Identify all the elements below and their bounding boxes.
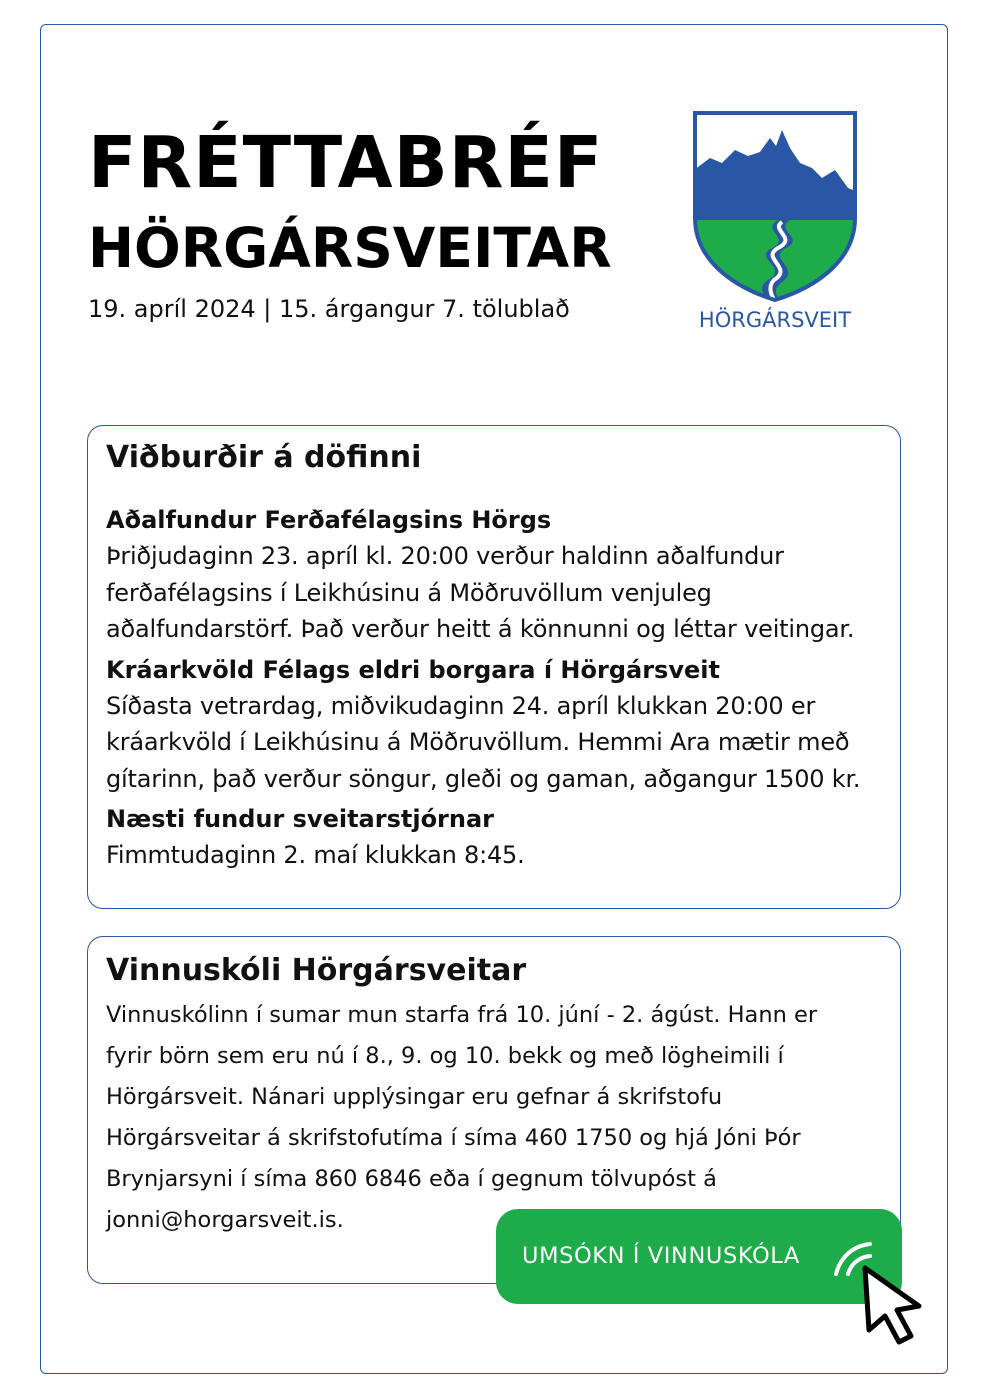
newsletter-title: FRÉTTABRÉF bbox=[88, 121, 604, 204]
event-item bbox=[106, 652, 882, 798]
cursor-pointer-icon bbox=[857, 1262, 927, 1348]
work-school-text: Vinnuskólinn í sumar mun starfa frá 10. júní - 2. ágúst. Hann er fyrir börn sem eru nú í 8., 9. og 10. bekk og með lögheimili í Hörgársveit. Nánari upplýsingar eru gefnar á skrifstofu Hörgársveitar á skrifstofutíma í síma 460 1750 og hjá Jóni Þór Brynjarsyni í síma 860 6846 eða í gegnum tölvupóst á jonni@horgarsveit.is. bbox=[106, 1002, 818, 1233]
events-section bbox=[87, 425, 901, 909]
event-title: Kráarkvöld Félags eldri borgara í Hörgársveit bbox=[106, 655, 720, 684]
event-item bbox=[106, 502, 882, 648]
issue-info: 19. apríl 2024 | 15. árgangur 7. tölublað bbox=[88, 295, 570, 323]
event-text: Síðasta vetrardag, miðvikudaginn 24. apríl klukkan 20:00 er kráarkvöld í Leikhúsinu á Möðruvöllum. Hemmi Ara mætir með gítarinn, það verður söngur, gleði og gaman, aðgangur 1500 kr. bbox=[106, 691, 861, 793]
shield-crest-icon bbox=[690, 108, 860, 303]
event-text: Þriðjudaginn 23. apríl kl. 20:00 verður haldinn aðalfundur ferðafélagsins í Leikhúsinu á Möðruvöllum venjuleg aðalfundarstörf. Það verður heitt á könnunni og léttar veitingar. bbox=[106, 542, 855, 643]
event-title: Aðalfundur Ferðafélagsins Hörgs bbox=[106, 506, 552, 534]
events-heading: Viðburðir á döfinni bbox=[106, 440, 422, 475]
municipality-logo bbox=[680, 108, 870, 348]
event-title: Næsti fundur sveitarstjórnar bbox=[106, 805, 495, 833]
work-school-heading: Vinnuskóli Hörgársveitar bbox=[106, 953, 527, 988]
event-item bbox=[106, 801, 882, 874]
newsletter-subtitle: HÖRGÁRSVEITAR bbox=[88, 216, 612, 280]
logo-text: HÖRGÁRSVEIT bbox=[698, 308, 852, 332]
apply-button-label: UMSÓKN Í VINNUSKÓLA bbox=[522, 1243, 800, 1269]
event-text: Fimmtudaginn 2. maí klukkan 8:45. bbox=[106, 841, 525, 869]
